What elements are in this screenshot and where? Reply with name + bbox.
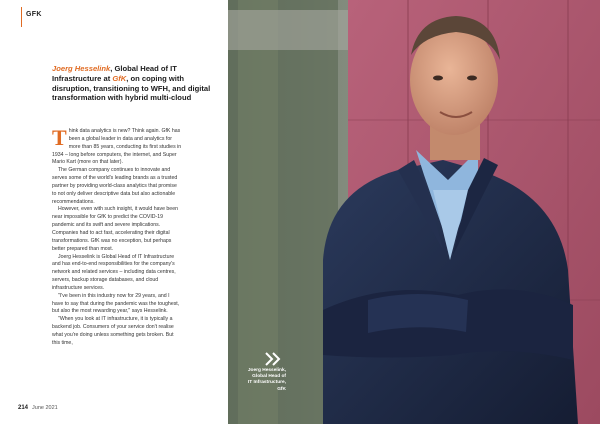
headline-company: GfK [112,73,127,83]
photo-caption [236,368,286,393]
caption-line: Joerg Hesselink, [247,368,286,373]
page-number: 214 [18,405,29,411]
left-page [0,0,228,424]
article-paragraph: Think data analytics is new? Think again. GfK has been a global leader in data and analytics for more than 85 years, conducting its first studies in 1934 – long before computers, the internet, and Super Mario Kart (more on that later). [52,125,182,166]
article-paragraph: "I've been in this industry now for 29 years, and I have to say that during the pandemic was the toughest, but also the most rewarding year," says Hesselink. [52,292,180,315]
caption-line: GfK [277,386,286,392]
caption-line: IT Infrastructure, [247,380,286,386]
drop-cap: T [52,125,67,150]
article-paragraph: "When you look at IT infrastructure, it is typically a backend job. Consumers of your service don't realise what you're doing unless something gets broken. But this time, [52,316,174,346]
article-paragraph: Joerg Hesselink is Global Head of IT Infrastructure and has end-to-end responsibilities for the company's network and related services – including data centres, servers, backup storage databases, and cloud infrastructure services. [52,253,176,291]
article-paragraph: However, even with such insight, it would have been near impossible for GfK to predict the COVID-19 pandemic and its swift and severe implications. Companies had to act fast, accelerating their digital transformations. GfK was no exception, but perhaps better prepared than most. [52,206,178,252]
article-paragraph: The German company continues to innovate and serves some of the world's leading brands as a trusted partner by providing world-class analytics that promise to not only deliver descriptive data but also actionable recommendations. [52,167,178,205]
headline-part2: , on coping with disruption, transitioning to WFH, and digital transformation with hybrid multi-cloud [52,73,211,103]
issue-date: June 2021 [32,405,58,411]
double-chevron-right-icon [264,352,282,366]
page-footer [18,405,58,411]
article-body [52,125,182,348]
headline-part1: , Global Head of IT Infrastructure at [52,64,177,83]
section-label: GFK [26,11,42,18]
caption-line: Global Head of [252,374,286,380]
headline-name: Joerg Hesselink [52,64,111,73]
portrait-photo [228,0,600,424]
article-headline [52,64,222,103]
section-rule [21,7,22,27]
